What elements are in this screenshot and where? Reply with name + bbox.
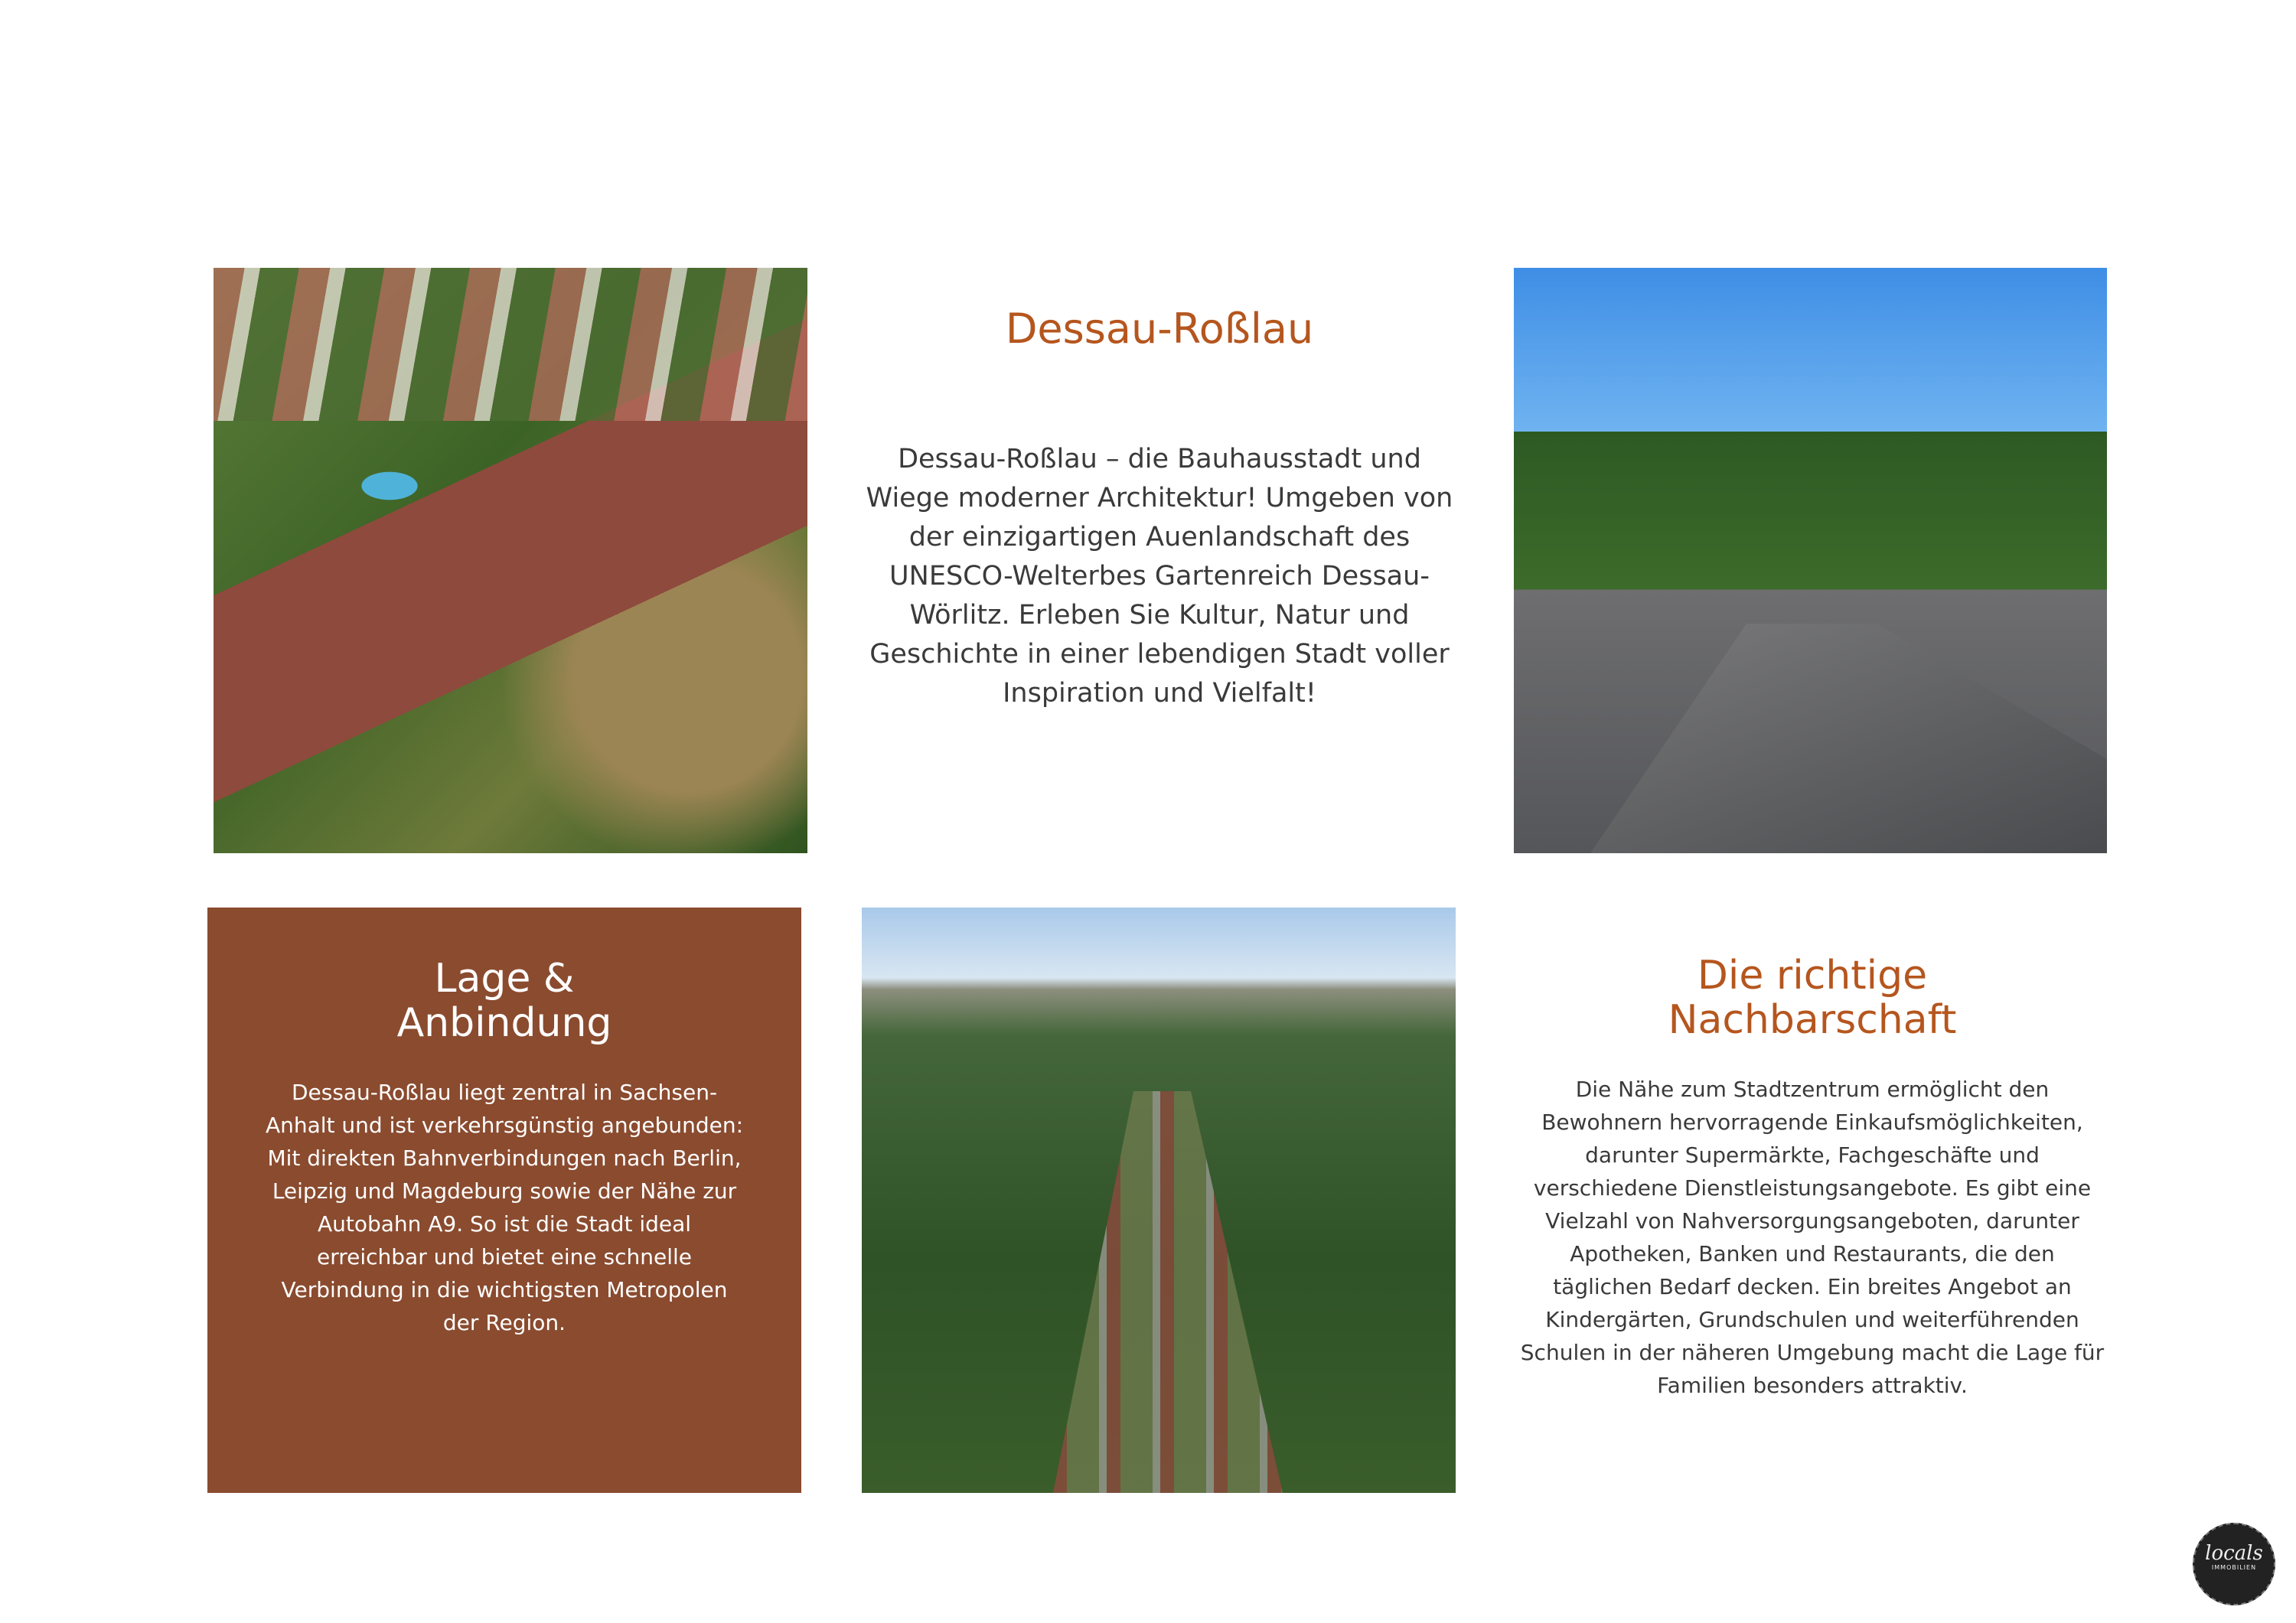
aerial-house-photo — [214, 268, 807, 853]
locals-immobilien-logo: locals IMMOBILIEN — [2193, 1523, 2275, 1605]
intro-text: Dessau-Roßlau – die Bauhausstadt und Wiege moderner Architektur! Umgeben von der einzigartigen Auenlandschaft des UNESCO-Welterbes Gartenreich Dessau-Wörlitz. Erleben Sie Kultur, Natur und Geschichte in einer lebendigen Stadt voller Inspiration und Vielfalt! — [866, 444, 1453, 709]
location-title: Lage & Anbindung — [396, 956, 612, 1046]
neighborhood-text: Die Nähe zum Stadtzentrum ermöglicht den Bewohnern hervorragende Einkaufsmöglichkeiten, darunter Supermärkte, Fachgeschäfte und verschiedene Dienstleistungsangebote. Es gibt eine Vielzahl von Nahversorgungsangeboten, darunter Apotheken, Banken und Restaurants, die den täglichen Bedarf decken. Ein breites Angebot an Kindergärten, Grundschulen und weiterführenden Schulen in der näheren Umgebung macht die Lage für Familien besonders attraktiv. — [1520, 1077, 2105, 1398]
location-panel — [207, 908, 801, 1493]
aerial-neighborhood-photo — [862, 908, 1456, 1493]
neighborhood-section — [1518, 953, 2107, 1402]
intro-title: Dessau-Roßlau — [1005, 305, 1314, 353]
intro-section — [865, 298, 1454, 713]
neighborhood-title: Die richtige Nachbarschaft — [1668, 953, 1957, 1043]
street-photo — [1514, 268, 2107, 853]
location-text: Dessau-Roßlau liegt zentral in Sachsen-Anhalt und ist verkehrsgünstig angebunden: Mit direkten Bahnverbindungen nach Berlin, Leipzig und Magdeburg sowie der Nähe zur Autobahn A9. So ist die Stadt ideal erreichbar und bietet eine schnelle Verbindung in die wichtigsten Metropolen der Region. — [265, 1080, 744, 1335]
